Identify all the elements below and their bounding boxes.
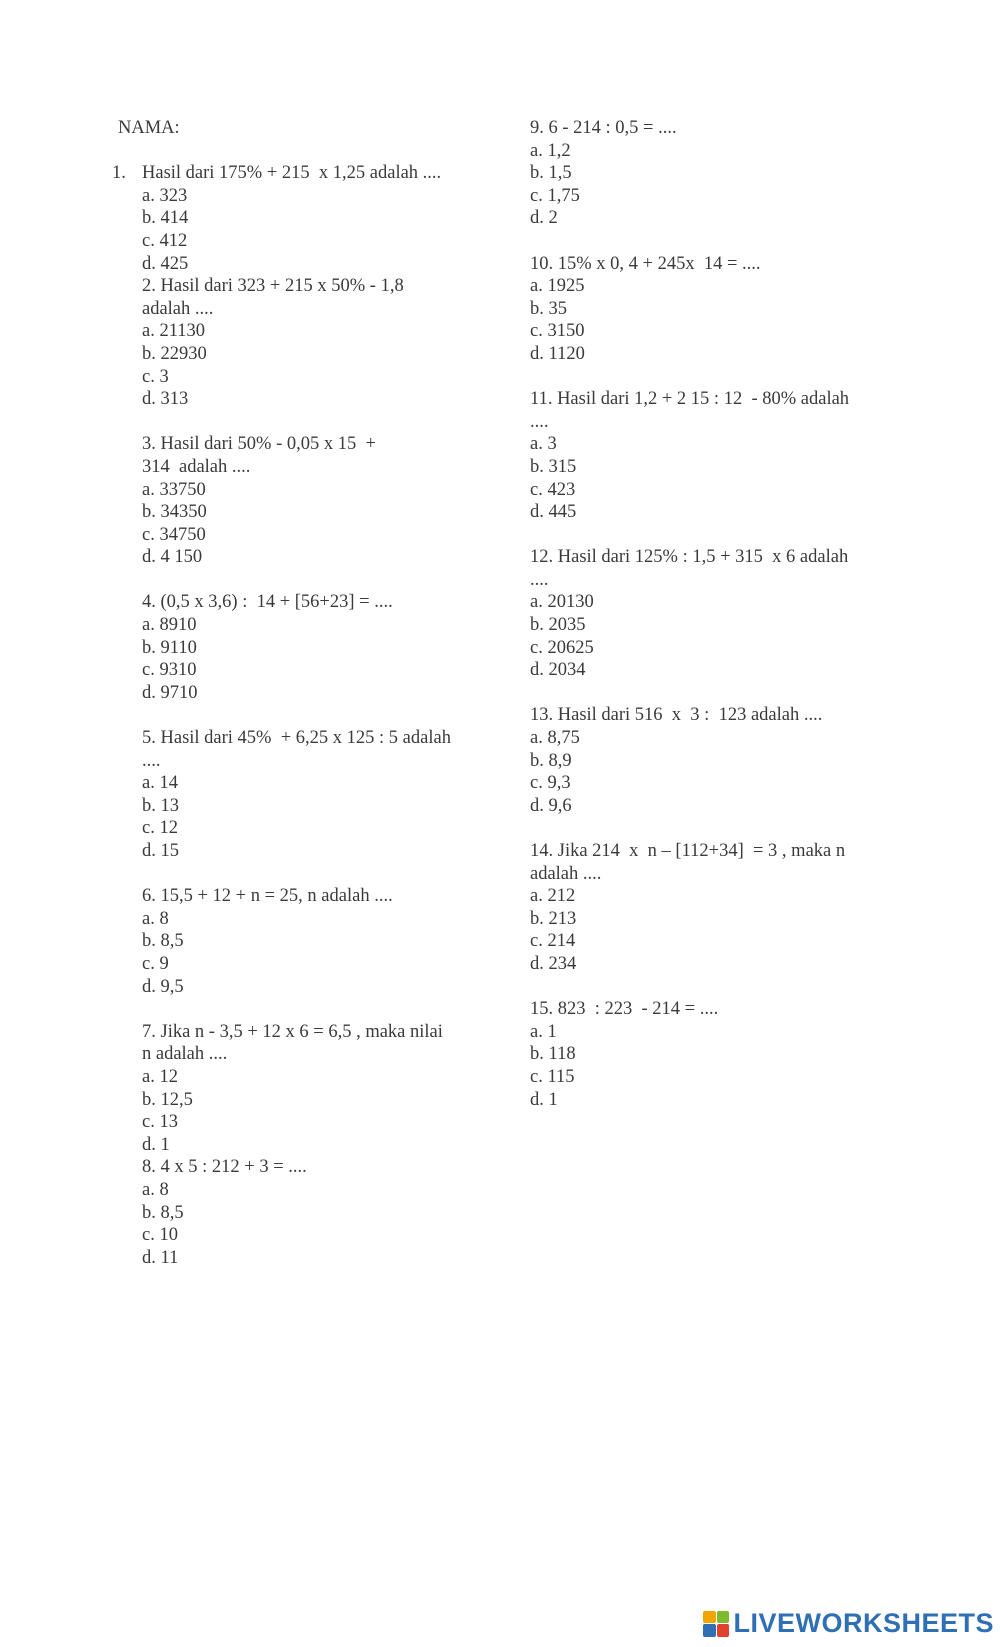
- option[interactable]: c. 10: [142, 1225, 178, 1246]
- option[interactable]: a. 20130: [530, 592, 594, 613]
- option[interactable]: a. 12: [142, 1066, 178, 1087]
- spacer: [530, 682, 910, 705]
- option[interactable]: b. 8,5: [142, 931, 184, 952]
- question-2: [112, 275, 492, 411]
- option[interactable]: a. 8,75: [530, 728, 580, 749]
- option[interactable]: d. 9,5: [142, 976, 184, 997]
- option[interactable]: d. 1: [530, 1089, 558, 1110]
- option[interactable]: c. 3: [142, 366, 169, 387]
- option[interactable]: a. 8: [142, 1179, 169, 1200]
- question-text: 5. Hasil dari 45% + 6,25 x 125 : 5 adalah: [142, 728, 451, 749]
- option[interactable]: d. 445: [530, 502, 577, 523]
- liveworksheets-logo[interactable]: [703, 1608, 994, 1639]
- question-text: 314 adalah ....: [142, 456, 251, 477]
- question-text: Hasil dari 175% + 215 x 1,25 adalah ....: [142, 163, 442, 184]
- option[interactable]: c. 115: [530, 1066, 575, 1087]
- option[interactable]: b. 213: [530, 908, 577, 929]
- option[interactable]: b. 8,9: [530, 750, 572, 771]
- question-text: 9. 6 - 214 : 0,5 = ....: [530, 118, 677, 138]
- option[interactable]: d. 15: [142, 841, 179, 861]
- question-text: 13. Hasil dari 516 x 3 : 123 adalah ....: [530, 705, 823, 726]
- question-13: [530, 704, 910, 817]
- question-text: 11. Hasil dari 1,2 + 2 15 : 12 - 80% adalah: [530, 389, 850, 410]
- question-text: adalah ....: [142, 298, 214, 319]
- option[interactable]: b. 22930: [142, 343, 207, 364]
- question-10: [530, 253, 910, 366]
- option[interactable]: d. 234: [530, 953, 577, 974]
- option[interactable]: b. 12,5: [142, 1089, 193, 1110]
- question-6: [112, 885, 492, 998]
- question-14: [530, 840, 910, 976]
- option[interactable]: a. 8910: [142, 615, 197, 636]
- option[interactable]: c. 12: [142, 818, 178, 839]
- option[interactable]: d. 1: [142, 1134, 170, 1155]
- option[interactable]: a. 323: [142, 185, 188, 206]
- option[interactable]: b. 9110: [142, 637, 197, 658]
- option[interactable]: b. 2035: [530, 615, 586, 636]
- option[interactable]: c. 9310: [142, 660, 197, 681]
- spacer: [112, 863, 492, 886]
- name-label: NAMA:: [118, 118, 180, 138]
- spacer: [530, 524, 910, 547]
- option[interactable]: c. 3150: [530, 321, 585, 342]
- question-text: 3. Hasil dari 50% - 0,05 x 15 +: [142, 434, 376, 455]
- option[interactable]: c. 423: [530, 479, 576, 500]
- option[interactable]: b. 118: [530, 1044, 576, 1065]
- question-3: [112, 433, 492, 569]
- option[interactable]: c. 412: [142, 230, 188, 251]
- option[interactable]: d. 9,6: [530, 795, 572, 816]
- option[interactable]: a. 1,2: [530, 140, 571, 161]
- option[interactable]: b. 34350: [142, 502, 207, 523]
- option[interactable]: d. 9710: [142, 682, 198, 703]
- question-number: 1.: [112, 163, 126, 184]
- option[interactable]: b. 13: [142, 795, 179, 816]
- question-text: ....: [530, 411, 549, 432]
- option[interactable]: a. 33750: [142, 479, 206, 500]
- option[interactable]: b. 315: [530, 456, 577, 477]
- question-text: 2. Hasil dari 323 + 215 x 50% - 1,8: [142, 276, 404, 297]
- option[interactable]: c. 9: [142, 953, 169, 974]
- question-text: 6. 15,5 + 12 + n = 25, n adalah ....: [142, 886, 393, 907]
- question-text: ....: [142, 750, 161, 771]
- option[interactable]: a. 3: [530, 434, 557, 455]
- option[interactable]: a. 8: [142, 908, 169, 929]
- option[interactable]: b. 8,5: [142, 1202, 184, 1223]
- spacer: [530, 230, 910, 253]
- question-7: [112, 1021, 492, 1157]
- option[interactable]: d. 11: [142, 1247, 179, 1268]
- question-11: [530, 388, 910, 524]
- question-8: [112, 1156, 492, 1269]
- option[interactable]: a. 1925: [530, 276, 585, 297]
- left-column: [112, 117, 492, 1269]
- question-5: [112, 727, 492, 863]
- option[interactable]: d. 1120: [530, 343, 585, 364]
- option[interactable]: a. 1: [530, 1021, 557, 1042]
- option[interactable]: d. 425: [142, 253, 189, 274]
- option[interactable]: b. 414: [142, 208, 189, 229]
- option[interactable]: b. 35: [530, 298, 567, 319]
- option[interactable]: a. 21130: [142, 321, 206, 342]
- option[interactable]: b. 1,5: [530, 163, 572, 184]
- question-text: 8. 4 x 5 : 212 + 3 = ....: [142, 1157, 307, 1178]
- option[interactable]: d. 313: [142, 389, 189, 410]
- option[interactable]: a. 14: [142, 773, 178, 794]
- option[interactable]: c. 1,75: [530, 185, 580, 206]
- question-text: ....: [530, 569, 549, 590]
- spacer: [530, 976, 910, 999]
- spacer: [112, 998, 492, 1021]
- spacer: [112, 704, 492, 727]
- question-text: 15. 823 : 223 - 214 = ....: [530, 999, 719, 1020]
- question-text: 10. 15% x 0, 4 + 245x 14 = ....: [530, 253, 761, 274]
- question-1: [112, 162, 492, 275]
- question-9: [530, 117, 910, 230]
- right-column: [530, 117, 910, 1111]
- question-text: 4. (0,5 x 3,6) : 14 + [56+23] = ....: [142, 592, 393, 613]
- spacer: [112, 569, 492, 592]
- question-text: 14. Jika 214 x n – [112+34] = 3 , maka n: [530, 841, 846, 861]
- spacer: [112, 411, 492, 434]
- option[interactable]: d. 2034: [530, 660, 586, 681]
- question-text: adalah ....: [530, 863, 602, 884]
- question-text: n adalah ....: [142, 1044, 228, 1065]
- question-4: [112, 591, 492, 704]
- liveworksheets-logo-icon: [703, 1611, 729, 1637]
- option[interactable]: a. 212: [530, 886, 576, 907]
- option[interactable]: c. 9,3: [530, 773, 571, 794]
- option[interactable]: d. 4 150: [142, 547, 203, 568]
- question-text: 12. Hasil dari 125% : 1,5 + 315 x 6 adalah: [530, 547, 849, 568]
- question-text: 7. Jika n - 3,5 + 12 x 6 = 6,5 , maka nilai: [142, 1021, 443, 1042]
- option[interactable]: c. 13: [142, 1112, 178, 1133]
- spacer: [530, 817, 910, 840]
- option[interactable]: c. 34750: [142, 524, 206, 545]
- option[interactable]: c. 20625: [530, 637, 594, 658]
- question-15: [530, 998, 910, 1111]
- question-12: [530, 546, 910, 682]
- logo-text: LIVEWORKSHEETS: [733, 1608, 994, 1638]
- option[interactable]: c. 214: [530, 931, 576, 952]
- spacer: [530, 366, 910, 389]
- option[interactable]: d. 2: [530, 208, 558, 229]
